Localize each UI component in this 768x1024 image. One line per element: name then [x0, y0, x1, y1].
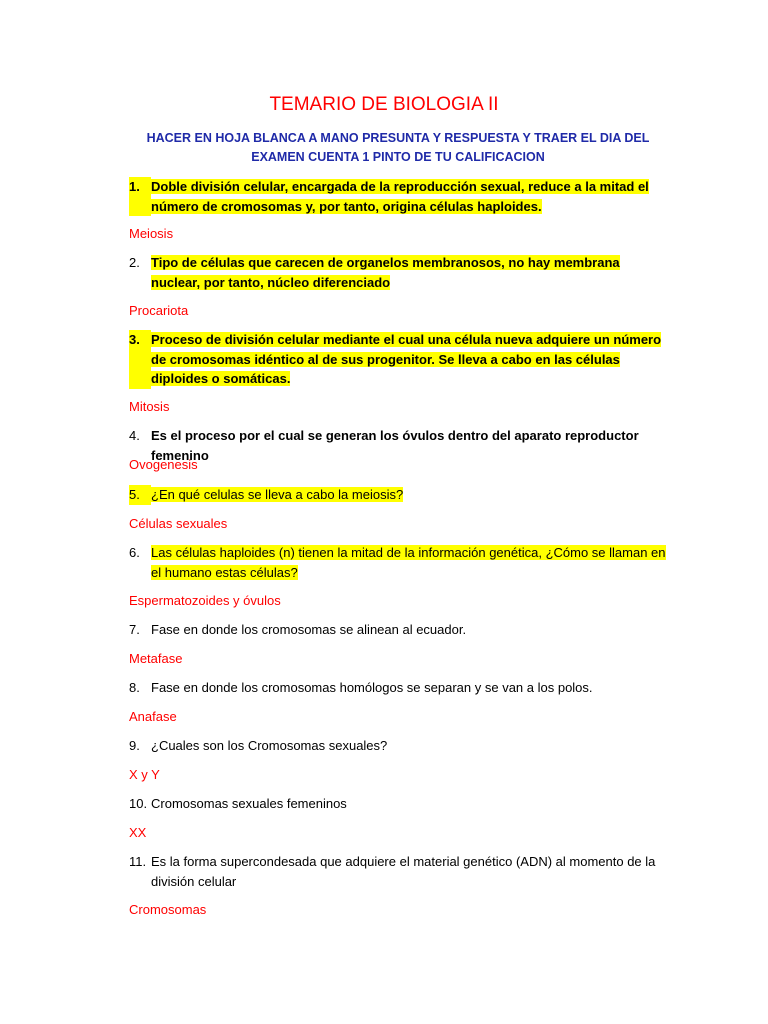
question-10 — [129, 794, 669, 814]
answer-4: Ovogenesis — [129, 457, 198, 472]
question-11 — [129, 852, 669, 891]
question-number: 4. — [129, 428, 140, 443]
question-number: 7. — [129, 622, 140, 637]
answer-2: Procariota — [129, 303, 189, 318]
question-number: 5. — [129, 485, 151, 505]
question-text: Proceso de división celular mediante el cual una célula nueva adquiere un número de cromosomas idéntico al de sus progenitor. Se lleva a cabo en las células diploides o somáticas. — [151, 332, 662, 386]
answer-9: X y Y — [129, 767, 160, 782]
document-title: TEMARIO DE BIOLOGIA II — [269, 94, 499, 115]
question-number: 11. — [129, 854, 147, 869]
question-text: Es la forma supercondesada que adquiere el material genético (ADN) al momento de la división celular — [151, 854, 656, 889]
question-text: ¿En qué celulas se lleva a cabo la meiosis? — [151, 487, 404, 502]
question-7 — [129, 620, 669, 640]
answer-7: Metafase — [129, 651, 183, 666]
question-number: 2. — [129, 255, 140, 270]
question-9 — [129, 736, 669, 756]
question-text: Cromosomas sexuales femeninos — [151, 796, 347, 811]
question-number: 8. — [129, 680, 140, 695]
answer-3: Mitosis — [129, 399, 170, 414]
question-text: Las células haploides (n) tienen la mitad de la información genética, ¿Cómo se llaman en el humano estas células? — [151, 545, 666, 580]
question-number: 6. — [129, 545, 140, 560]
question-number: 10. — [129, 796, 148, 811]
question-6 — [129, 543, 669, 582]
answer-11: Cromosomas — [129, 902, 207, 917]
question-4 — [129, 426, 669, 465]
question-3 — [129, 330, 669, 389]
answer-5: Células sexuales — [129, 516, 228, 531]
question-text: Es el proceso por el cual se generan los óvulos dentro del aparato reproductor femenino — [151, 428, 639, 463]
question-2 — [129, 253, 669, 292]
answer-1: Meiosis — [129, 226, 174, 241]
answer-10: XX — [129, 825, 147, 840]
question-text: Fase en donde los cromosomas se alinean al ecuador. — [151, 622, 467, 637]
question-text: Doble división celular, encargada de la reproducción sexual, reduce a la mitad el número de cromosomas y, por tanto, origina células haploides. — [151, 179, 649, 214]
question-text: ¿Cuales son los Cromosomas sexuales? — [151, 738, 388, 753]
question-1 — [129, 177, 669, 216]
question-number: 9. — [129, 738, 140, 753]
question-text: Fase en donde los cromosomas homólogos se separan y se van a los polos. — [151, 680, 593, 695]
answer-8: Anafase — [129, 709, 177, 724]
question-number: 1. — [129, 177, 151, 216]
question-5 — [129, 485, 669, 505]
question-text: Tipo de células que carecen de organelos membranosos, no hay membrana nuclear, por tanto, núcleo diferenciado — [151, 255, 620, 290]
question-number: 3. — [129, 330, 151, 389]
answer-6: Espermatozoides y óvulos — [129, 593, 281, 608]
document-instructions: HACER EN HOJA BLANCA A MANO PRESUNTA Y RESPUESTA Y TRAER EL DIA DEL EXAMEN CUENTA 1 PINTO DE TU CALIFICACION — [146, 131, 650, 164]
question-8 — [129, 678, 669, 698]
